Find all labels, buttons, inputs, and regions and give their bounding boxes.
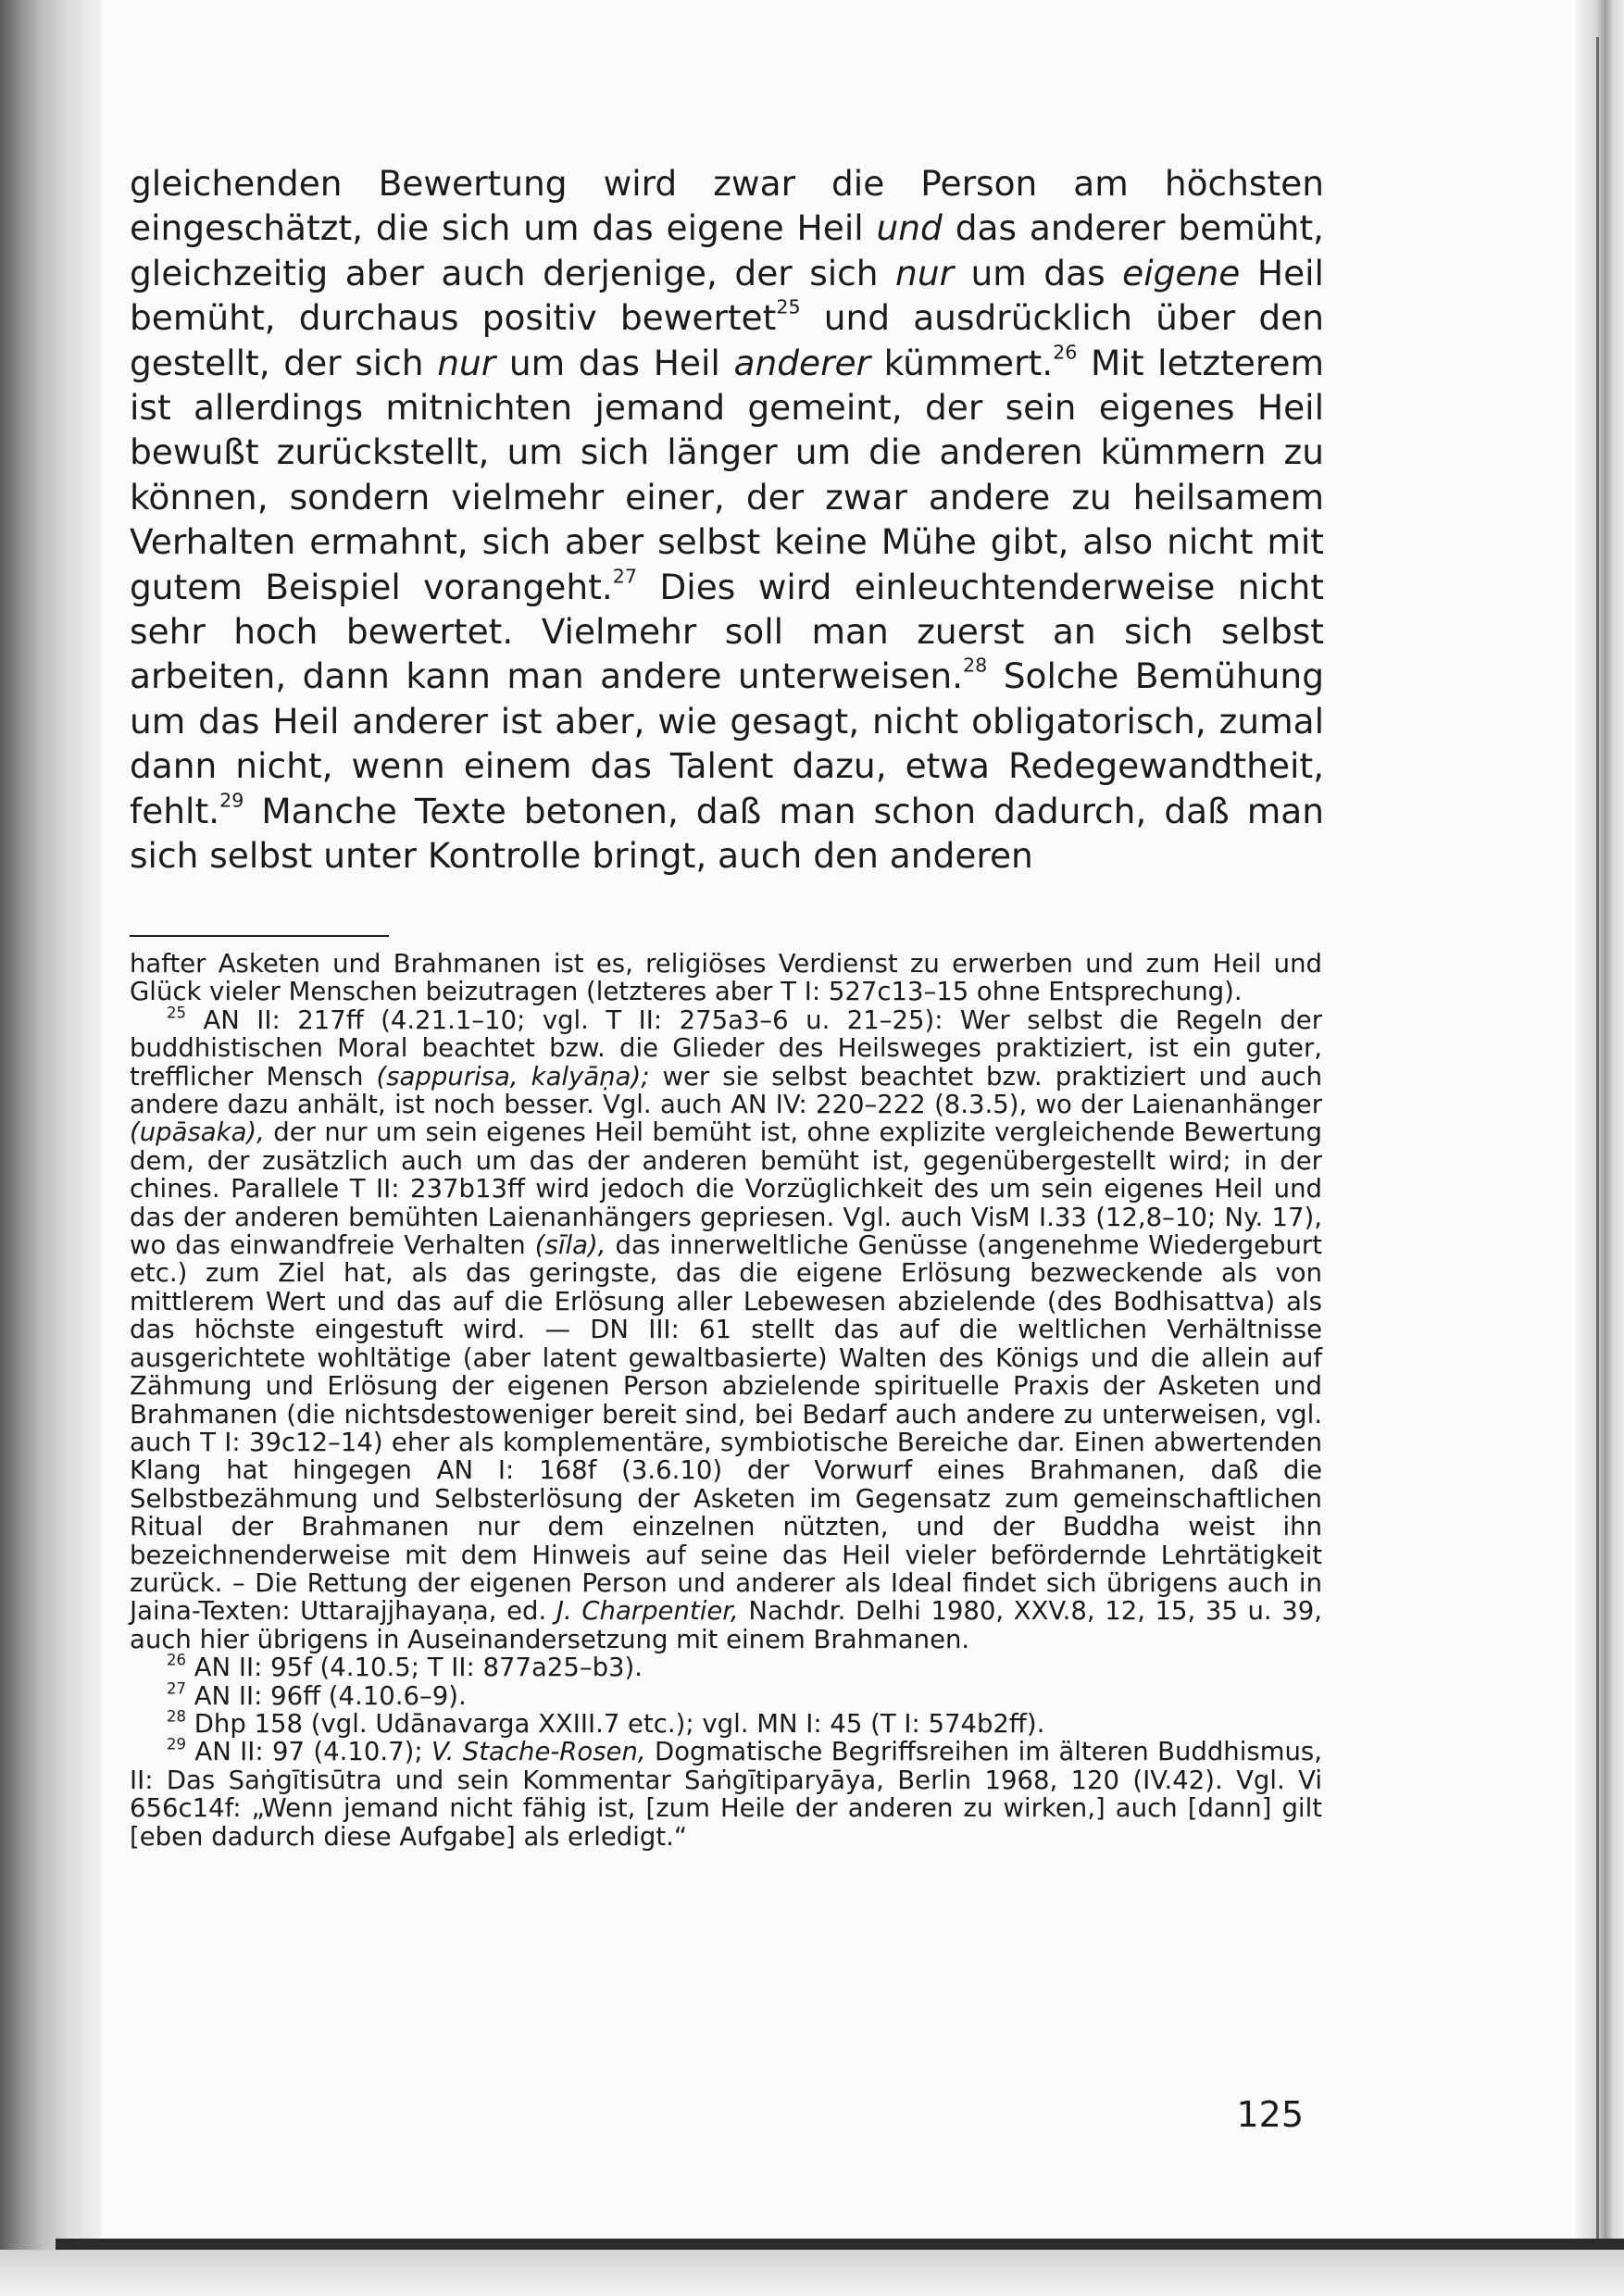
footnote-continued: hafter Asketen und Brahmanen ist es, religiöses Verdienst zu erwerben und zum Heil und Glück vieler Menschen beizutragen (letzteres aber T I: 527c13–15 ohne Entsprechung). bbox=[130, 949, 1322, 1007]
scan-gutter-left bbox=[0, 0, 102, 2296]
footnote-ref-26[interactable]: 26 bbox=[1053, 341, 1078, 364]
footnote-ref-28[interactable]: 28 bbox=[963, 654, 988, 677]
emphasis: anderer bbox=[733, 342, 871, 383]
footnote-ref-27[interactable]: 27 bbox=[612, 565, 637, 588]
scan-edge-line bbox=[1596, 37, 1599, 2259]
footnote-separator bbox=[130, 935, 389, 937]
emphasis: nur bbox=[895, 252, 954, 293]
scan-bottom-shadow bbox=[0, 2250, 1624, 2296]
scan-bottom-edge bbox=[56, 2239, 1624, 2250]
page-number: 125 bbox=[1236, 2094, 1304, 2135]
footnote-28: $^{28}$ Dhp 158 (vgl. Udānavarga XXIII.7 etc.); vgl. MN I: 45 (T I: 574b2ff). bbox=[167, 1707, 1045, 1739]
footnote-26: $^{26}$ AN II: 95f (4.10.5; T II: 877a25–b3). bbox=[167, 1651, 643, 1683]
footnote-25: $^{25}$ AN II: 217ff (4.21.1–10; vgl. T II: 275a3–6 u. 21–25): Wer selbst die Regeln der buddhistischen Moral beachtet bzw. die Glieder des Heilsweges praktiziert, ist ein guter, trefflicher Mensch (sappurisa, kalyāṇa); wer sie selbst beachtet bzw. praktiziert und auch andere dazu anhält, ist noch besser. Vgl. auch AN IV: 220–222 (8.3.5), wo der Laienanhänger (upāsaka), der nur um sein eigenes Heil bemüht ist, ohne explizite vergleichende Bewertung dem, der zusätzlich auch um das der anderen bemüht ist, gegenübergestellt wird; in der chines. Parallele T II: 237b13ff wird jedoch die Vorzüglichkeit des um sein eigenes Heil und das der anderen bemühten Laienanhängers gepriesen. Vgl. auch VisM I.33 (12,8–10; Ny. 17), wo das einwandfreie Verhalten (sīla), das innerweltliche Genüsse (angenehme Wiedergeburt etc.) zum Ziel hat, als das geringste, das die eigene Erlösung bezweckende als von mittlerem Wert und das auf die Erlösung aller Lebewesen abzielende (des Bodhisattva) als das höchste eingestuft wird. — DN III: 61 stellt das auf die weltlichen Verhältnisse ausgerichtete wohltätige (aber latent gewaltbasierte) Walten des Königs und die allein auf Zähmung und Erlösung der eigenen Person abzielende spirituelle Praxis der Asketen und Brahmanen (die nichtsdestoweniger bereit sind, bei Bedarf auch andere zu unterweisen, vgl. auch T I: 39c12–14) eher als komplementäre, symbiotische Bereiche dar. Einen abwertenden Klang hat hingegen AN I: 168f (3.6.10) der Vorwurf eines Brahmanen, daß die Selbstbezähmung und Selbsterlösung der Asketen im Gegensatz zum gemeinschaftlichen Ritual der Brahmanen nur dem einzelnen nützten, und der Buddha weist ihn bezeichnenderweise mit dem Hinweis auf seine das Heil vieler befördernde Lehrtätigkeit zurück. – Die Rettung der eigenen Person und anderer als Ideal findet sich übrigens auch in Jaina-Texten: Uttarajjhayaṇa, ed. J. Charpentier, Nachdr. Delhi 1980, XXV.8, 12, 15, 35 u. 39, auch hier übrigens in Auseinandersetzung mit einem Brahmanen. bbox=[130, 1004, 1322, 1654]
footnote-ref-25[interactable]: 25 bbox=[776, 295, 801, 318]
emphasis: und bbox=[876, 207, 943, 249]
emphasis: eigene bbox=[1122, 252, 1241, 293]
scan-edge-right bbox=[1576, 0, 1624, 2296]
footnote-29: $^{29}$ AN II: 97 (4.10.7); V. Stache-Rosen, Dogmatische Begriffsreihen im älteren Buddhismus, II: Das Saṅgītisūtra und sein Kommentar Saṅgītiparyāya, Berlin 1968, 120 (IV.42). Vgl. Vi 656c14f: „Wenn jemand nicht fähig ist, [zum Heile der anderen zu wirken,] auch [dann] gilt [eben dadurch diese Aufgabe] als erledigt.“ bbox=[130, 1735, 1322, 1852]
footnote-ref-29[interactable]: 29 bbox=[219, 789, 244, 812]
emphasis: nur bbox=[437, 342, 496, 383]
footnote-27: $^{27}$ AN II: 96ff (4.10.6–9). bbox=[167, 1679, 467, 1711]
footnotes bbox=[130, 950, 1322, 1851]
body-paragraph: gleichenden Bewertung wird zwar die Person am höchsten eingeschätzt, die sich um das eigene Heil und das anderer bemüht, gleichzeitig aber auch derjenige, der sich nur um das eigene Heil bemüht, durchaus positiv bewertet$^{25}$ und ausdrücklich über den gestellt, der sich nur um das Heil anderer kümmert.$^{26}$ Mit letzterem ist allerdings mitnichten jemand gemeint, der sein eigenes Heil bewußt zurückstellt, um sich länger um die anderen kümmern zu können, sondern vielmehr einer, der zwar andere zu heilsamem Verhalten ermahnt, sich aber selbst keine Mühe gibt, also nicht mit gutem Beispiel vorangeht.$^{27}$ Dies wird einleuchtenderweise nicht sehr hoch bewertet. Vielmehr soll man zuerst an sich selbst arbeiten, dann kann man andere unterweisen.$^{28}$ Solche Bemühung um das Heil anderer ist aber, wie gesagt, nicht obligatorisch, zumal dann nicht, wenn einem das Talent dazu, etwa Redegewandtheit, fehlt.$^{29}$ Manche Texte betonen, daß man schon dadurch, daß man sich selbst unter Kontrolle bringt, auch den anderen bbox=[130, 163, 1325, 877]
